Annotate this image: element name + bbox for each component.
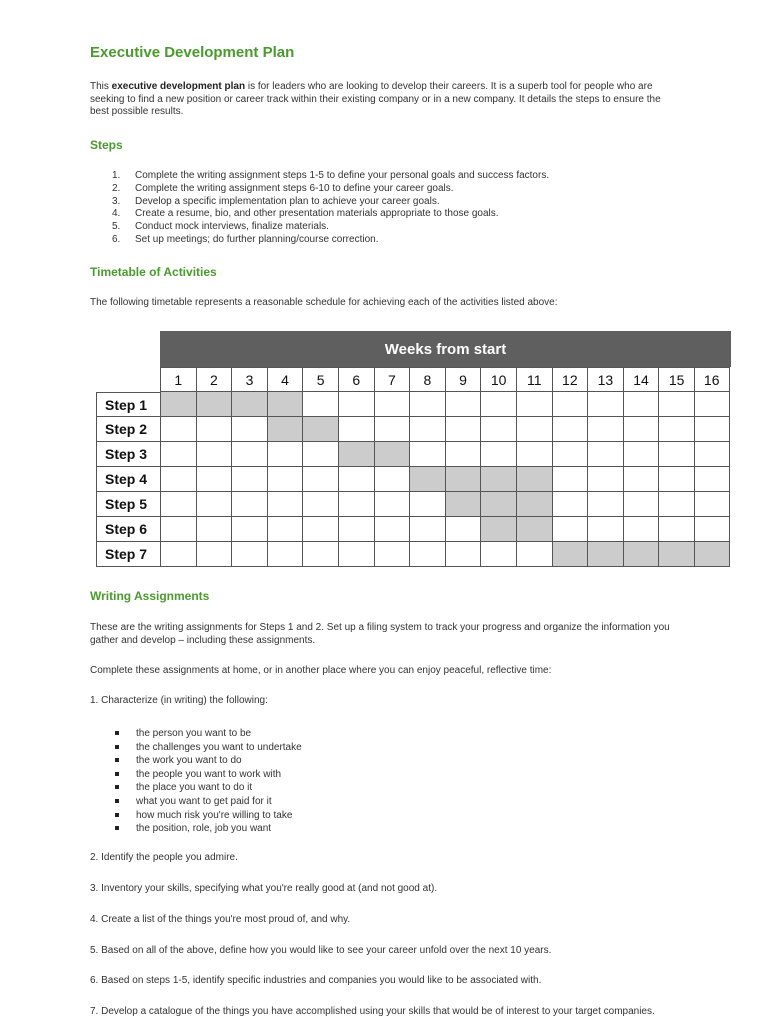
timetable-row (96, 492, 730, 517)
schedule-cell (480, 442, 516, 467)
row-label: Step 6 (96, 517, 160, 542)
schedule-cell (302, 517, 338, 542)
week-number: 2 (196, 367, 232, 392)
schedule-cell (552, 517, 588, 542)
step-number: 3. (112, 195, 121, 207)
schedule-cell-active (409, 467, 445, 492)
timetable-row (96, 517, 730, 542)
schedule-cell-active (445, 492, 481, 517)
step-item (90, 221, 549, 234)
schedule-cell (267, 442, 303, 467)
schedule-cell (552, 392, 588, 417)
week-number-row (160, 367, 730, 392)
assignment-item-3: 3. Inventory your skills, specifying what you're really good at (and not good at). (90, 883, 438, 894)
schedule-cell (409, 442, 445, 467)
schedule-cell (374, 542, 410, 567)
schedule-cell (160, 492, 196, 517)
step-text: Set up meetings; do further planning/course correction. (135, 233, 379, 245)
week-number: 7 (374, 367, 410, 392)
schedule-cell (374, 467, 410, 492)
schedule-cell-active (196, 392, 232, 417)
schedule-cell (374, 492, 410, 517)
week-number: 5 (302, 367, 338, 392)
schedule-cell (445, 417, 481, 442)
schedule-cell-active (552, 542, 588, 567)
bullet-item (90, 741, 302, 755)
intro-prefix: This (90, 81, 112, 92)
schedule-cell (658, 467, 694, 492)
schedule-cell (623, 517, 659, 542)
schedule-cell (160, 542, 196, 567)
week-number: 10 (480, 367, 516, 392)
schedule-cell (552, 442, 588, 467)
schedule-cell-active (374, 442, 410, 467)
assignment-item-6: 6. Based on steps 1-5, identify specific industries and companies you would like to be associated with. (90, 975, 542, 986)
timetable-row (96, 417, 730, 442)
timetable-row (96, 542, 730, 567)
week-number: 15 (658, 367, 694, 392)
schedule-cell (160, 442, 196, 467)
schedule-cell-active (338, 442, 374, 467)
step-text: Complete the writing assignment steps 1-5 to define your personal goals and success factors. (135, 170, 550, 181)
schedule-cell-active (658, 542, 694, 567)
assignment-item-1: 1. Characterize (in writing) the following: (90, 695, 268, 706)
writing-heading: Writing Assignments (90, 589, 210, 603)
schedule-cell (338, 517, 374, 542)
bullet-item (90, 795, 302, 809)
schedule-cell (409, 392, 445, 417)
writing-paragraph-2: Complete these assignments at home, or in another place where you can enjoy peaceful, reflective time: (90, 665, 552, 676)
schedule-cell (694, 442, 730, 467)
schedule-cell (552, 417, 588, 442)
schedule-cell (480, 542, 516, 567)
schedule-cell (231, 492, 267, 517)
intro-suffix: is for leaders who are looking to develop their careers. It is a superb tool for people who are seeking to find a new position or career track within their existing company or in a new company. It details the steps to ensure the best possible results. (90, 81, 661, 117)
schedule-cell (694, 467, 730, 492)
schedule-cell (623, 417, 659, 442)
step-number: 6. (112, 233, 121, 245)
schedule-cell-active (445, 467, 481, 492)
bullet-item (90, 781, 302, 795)
week-number: 14 (623, 367, 659, 392)
schedule-cell-active (694, 542, 730, 567)
week-number: 1 (160, 367, 196, 392)
bullet-item (90, 822, 302, 836)
timetable-row (96, 467, 730, 492)
bullet-square-icon (115, 799, 119, 803)
schedule-cell (516, 417, 552, 442)
week-number: 8 (409, 367, 445, 392)
schedule-cell (658, 442, 694, 467)
bullet-square-icon (115, 745, 119, 749)
schedule-cell (302, 392, 338, 417)
schedule-cell (196, 467, 232, 492)
assignment-item-7: 7. Develop a catalogue of the things you have accomplished using your skills that would be of interest to your target companies. (90, 1006, 655, 1017)
schedule-cell (445, 392, 481, 417)
bullet-text: the challenges you want to undertake (136, 741, 302, 753)
schedule-cell (338, 417, 374, 442)
schedule-cell (338, 467, 374, 492)
schedule-cell (267, 517, 303, 542)
characterize-list (90, 727, 302, 836)
step-number: 4. (112, 208, 121, 220)
week-number: 6 (338, 367, 374, 392)
row-label: Step 1 (96, 392, 160, 417)
schedule-cell (231, 467, 267, 492)
schedule-cell (196, 542, 232, 567)
step-number: 1. (112, 170, 121, 181)
timetable-heading: Timetable of Activities (90, 265, 217, 279)
schedule-cell (409, 517, 445, 542)
schedule-cell (231, 417, 267, 442)
schedule-cell-active (480, 492, 516, 517)
row-label: Step 4 (96, 467, 160, 492)
schedule-cell (374, 417, 410, 442)
schedule-cell (338, 392, 374, 417)
timetable-row (96, 442, 730, 467)
schedule-cell (267, 542, 303, 567)
schedule-cell (516, 392, 552, 417)
schedule-cell (302, 442, 338, 467)
schedule-cell (658, 492, 694, 517)
schedule-cell-active (587, 542, 623, 567)
row-label: Step 7 (96, 542, 160, 567)
assignment-item-5: 5. Based on all of the above, define how you would like to see your career unfold over the next 10 years. (90, 945, 552, 956)
bullet-square-icon (115, 772, 119, 776)
schedule-cell (196, 517, 232, 542)
bullet-item (90, 809, 302, 823)
bullet-square-icon (115, 826, 119, 830)
schedule-cell (587, 442, 623, 467)
bullet-square-icon (115, 813, 119, 817)
step-item (90, 208, 549, 221)
schedule-cell-active (516, 492, 552, 517)
schedule-cell (480, 392, 516, 417)
schedule-cell (267, 467, 303, 492)
schedule-cell-active (480, 517, 516, 542)
step-text: Conduct mock interviews, finalize materials. (135, 221, 329, 233)
schedule-cell (409, 492, 445, 517)
schedule-cell-active (267, 392, 303, 417)
schedule-cell (623, 492, 659, 517)
step-text: Complete the writing assignment steps 6-10 to define your career goals. (135, 182, 454, 194)
schedule-cell-active (160, 392, 196, 417)
schedule-cell (302, 542, 338, 567)
step-item (90, 183, 549, 196)
schedule-cell (587, 467, 623, 492)
schedule-cell (231, 442, 267, 467)
bullet-item (90, 768, 302, 782)
schedule-cell (302, 492, 338, 517)
assignment-item-2: 2. Identify the people you admire. (90, 852, 238, 863)
schedule-cell (302, 467, 338, 492)
bullet-item (90, 754, 302, 768)
schedule-cell (694, 392, 730, 417)
row-label: Step 2 (96, 417, 160, 442)
week-number: 13 (587, 367, 623, 392)
week-number: 4 (267, 367, 303, 392)
assignment-item-4: 4. Create a list of the things you're most proud of, and why. (90, 914, 351, 925)
step-item (90, 196, 549, 209)
step-text: Create a resume, bio, and other presentation materials appropriate to those goals. (135, 208, 499, 220)
timetable-row (96, 392, 730, 417)
schedule-cell-active (516, 467, 552, 492)
schedule-cell (374, 517, 410, 542)
schedule-cell (409, 542, 445, 567)
bullet-text: the work you want to do (136, 755, 242, 767)
bullet-text: the place you want to do it (136, 782, 253, 794)
schedule-cell (338, 542, 374, 567)
schedule-cell (658, 517, 694, 542)
schedule-cell (196, 417, 232, 442)
schedule-cell (658, 392, 694, 417)
schedule-cell (552, 467, 588, 492)
schedule-cell (160, 517, 196, 542)
schedule-cell (694, 492, 730, 517)
row-label: Step 5 (96, 492, 160, 517)
step-item (90, 234, 549, 247)
schedule-cell (587, 517, 623, 542)
week-number: 9 (445, 367, 481, 392)
schedule-cell (409, 417, 445, 442)
schedule-cell (445, 442, 481, 467)
week-number: 12 (552, 367, 588, 392)
schedule-cell (480, 417, 516, 442)
schedule-cell (231, 542, 267, 567)
schedule-cell (516, 542, 552, 567)
schedule-cell (623, 467, 659, 492)
schedule-cell (196, 442, 232, 467)
steps-list (90, 170, 549, 247)
schedule-cell (374, 392, 410, 417)
schedule-cell (160, 417, 196, 442)
schedule-cell (196, 492, 232, 517)
week-number: 3 (231, 367, 267, 392)
bullet-text: what you want to get paid for it (136, 795, 272, 807)
writing-paragraph-1: These are the writing assignments for Steps 1 and 2. Set up a filing system to track your progress and organize the information you gather and develop – including these assignments. (90, 622, 670, 646)
timetable-grid (96, 392, 730, 567)
schedule-cell (623, 392, 659, 417)
intro-paragraph (90, 81, 675, 119)
step-text: Develop a specific implementation plan to achieve your career goals. (135, 195, 440, 207)
schedule-cell (587, 392, 623, 417)
schedule-cell (552, 492, 588, 517)
page-title: Executive Development Plan (90, 44, 295, 61)
schedule-cell (231, 517, 267, 542)
schedule-cell (338, 492, 374, 517)
schedule-cell (623, 442, 659, 467)
schedule-cell (160, 467, 196, 492)
schedule-cell-active (480, 467, 516, 492)
schedule-cell-active (516, 517, 552, 542)
schedule-cell (587, 492, 623, 517)
step-number: 5. (112, 221, 121, 233)
timetable-intro: The following timetable represents a reasonable schedule for achieving each of the activities listed above: (90, 297, 558, 308)
bullet-text: the person you want to be (136, 728, 252, 739)
step-item (90, 170, 549, 183)
schedule-cell (694, 417, 730, 442)
schedule-cell (445, 517, 481, 542)
schedule-cell (516, 442, 552, 467)
schedule-cell (658, 417, 694, 442)
bullet-text: how much risk you're willing to take (136, 809, 293, 821)
bullet-item (90, 727, 302, 741)
schedule-cell-active (302, 417, 338, 442)
bullet-text: the position, role, job you want (136, 823, 272, 835)
bullet-square-icon (115, 731, 119, 735)
intro-bold-phrase: executive development plan (111, 81, 246, 92)
bullet-text: the people you want to work with (136, 768, 282, 780)
steps-heading: Steps (90, 138, 123, 152)
schedule-cell-active (623, 542, 659, 567)
schedule-cell-active (267, 417, 303, 442)
week-number: 16 (694, 367, 730, 392)
bullet-square-icon (115, 758, 119, 762)
schedule-cell (445, 542, 481, 567)
schedule-cell-active (231, 392, 267, 417)
step-number: 2. (112, 182, 121, 194)
week-number: 11 (516, 367, 552, 392)
bullet-square-icon (115, 785, 119, 789)
schedule-cell (587, 417, 623, 442)
schedule-cell (694, 517, 730, 542)
schedule-cell (267, 492, 303, 517)
timetable-header: Weeks from start (160, 331, 731, 367)
row-label: Step 3 (96, 442, 160, 467)
